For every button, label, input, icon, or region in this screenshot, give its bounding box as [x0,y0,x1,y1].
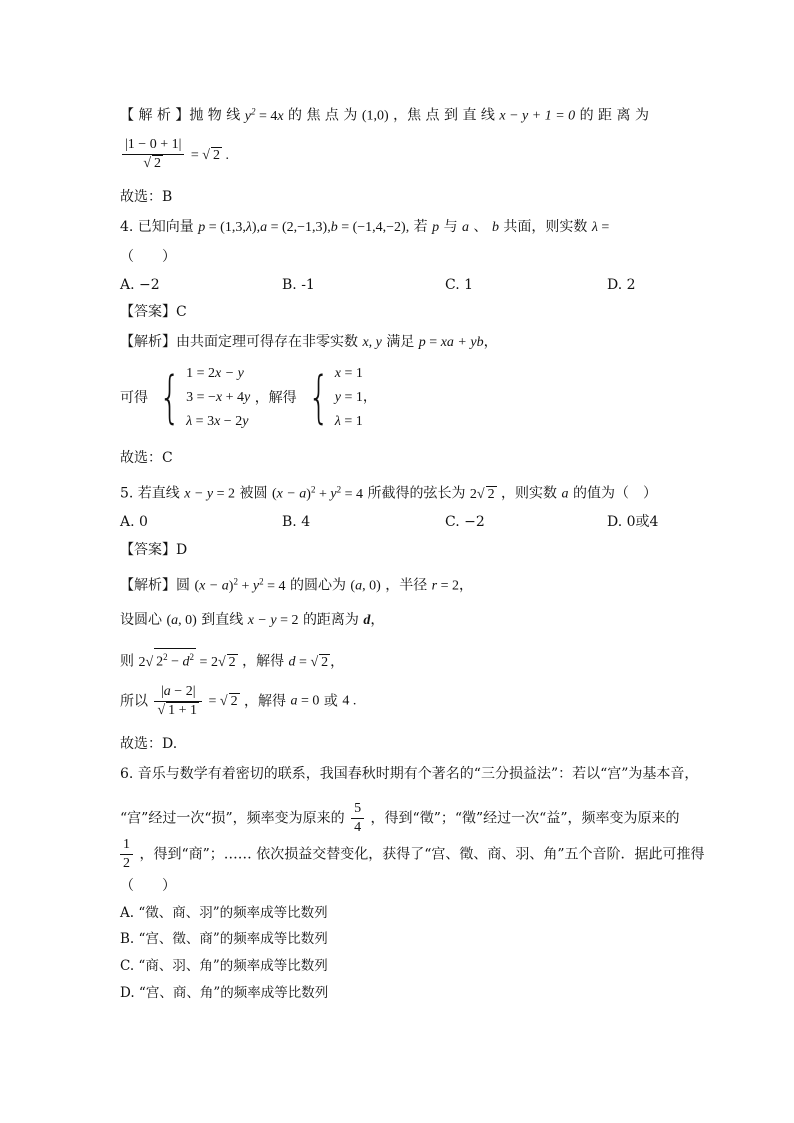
analysis-label: 【 解 析 】抛 物 线 [120,107,241,124]
q6-paren: （ ） [120,878,176,894]
q6-option-c: C. “商、羽、角”的频率成等比数列 [120,958,328,974]
q6-stem-line1: 6. 音乐与数学有着密切的联系，我国春秋时期有个著名的“三分损益法”：若以“宫”为基本音， [120,766,699,782]
q5-analysis-line3: 则 2√ $2^2 - d^2 = 2√$ 2 ，解得 d = √ 2 ， [120,648,344,672]
q4-option-d: D. 2 [607,277,636,293]
q3-analysis-line1: 【 解 析 】抛 物 线 $y^2 = 4x$ 的 焦 点 为 (1,0) ，焦 点 到 直 线 x − y + 1 = 0 的 距 离 为 [120,106,649,124]
q4-option-c: C. 1 [445,277,474,293]
q4-option-b: B. -1 [282,277,315,293]
q5-analysis-line1: 【解析】圆 $(x - a)^2 + y^2 = 4$ 的圆心为 (a, 0) ，半径 r = 2， [120,576,474,594]
q4-system: 可得 { 1 = 2x − y 3 = −x + 4y λ = 3x − 2y ，解得 { x = 1 y = 1， λ = 1 [120,365,377,430]
q3-choice: 故选：B [120,189,173,205]
q6-option-b: B. “宫、徵、商”的频率成等比数列 [120,931,328,947]
q5-analysis-line2: 设圆心 (a, 0) 到直线 x − y = 2 的距离为 d， [120,612,385,628]
q5-analysis-line4: 所以 $\frac{|a - 2|}{√ 1 + 1}$ = √ 2 ，解得 a = 0 或 4 . [120,684,357,718]
q5-stem: 5. 若直线 x − y = 2 被圆 $(x - a)^2 + y^2 = 4$ 所截得的弦长为 2√ 2 ，则实数 a 的值为（ ） [120,484,657,502]
q6-stem-line2: “宫”经过一次“损”，频率变为原来的 $\frac{5}{4}$ ，得到“徵”；“徵”经过一次“益”，频率变为原来的 [120,801,680,835]
q5-option-c: C. −2 [445,514,485,530]
q4-option-a: A. −2 [120,277,160,293]
q4-answer: 【答案】C [120,304,187,320]
q5-option-d: D. 0或4 [607,514,659,530]
q5-option-a: A. 0 [120,514,148,530]
q4-stem: 4. 已知向量 p = (1,3,λ),a = (2,−1,3),b = (−1,4,−2), 若 p 与 a 、 b 共面，则实数 λ = [120,219,610,235]
q5-answer: 【答案】D [120,542,188,558]
q3-distance-formula: $\frac{|1 - 0 + 1|}{√ 2}$ = √ 2 . [120,136,229,173]
q5-option-b: B. 4 [282,514,311,530]
q4-analysis-line1: 【解析】由共面定理可得存在非零实数 x, y 满足 p = xa + yb， [120,334,498,350]
q6-stem-line3: $\frac{1}{2}$ ，得到“商”；…… 依次损益交替变化，获得了“宫、徵、商、羽、角”五个音阶．据此可推得 [118,836,705,873]
q6-option-d: D. “宫、商、角”的频率成等比数列 [120,985,329,1001]
q5-choice: 故选：D. [120,736,178,752]
q6-option-a: A. “徵、商、羽”的频率成等比数列 [120,905,328,921]
q4-paren: （ ） [120,249,176,265]
q4-choice: 故选：C [120,450,173,466]
